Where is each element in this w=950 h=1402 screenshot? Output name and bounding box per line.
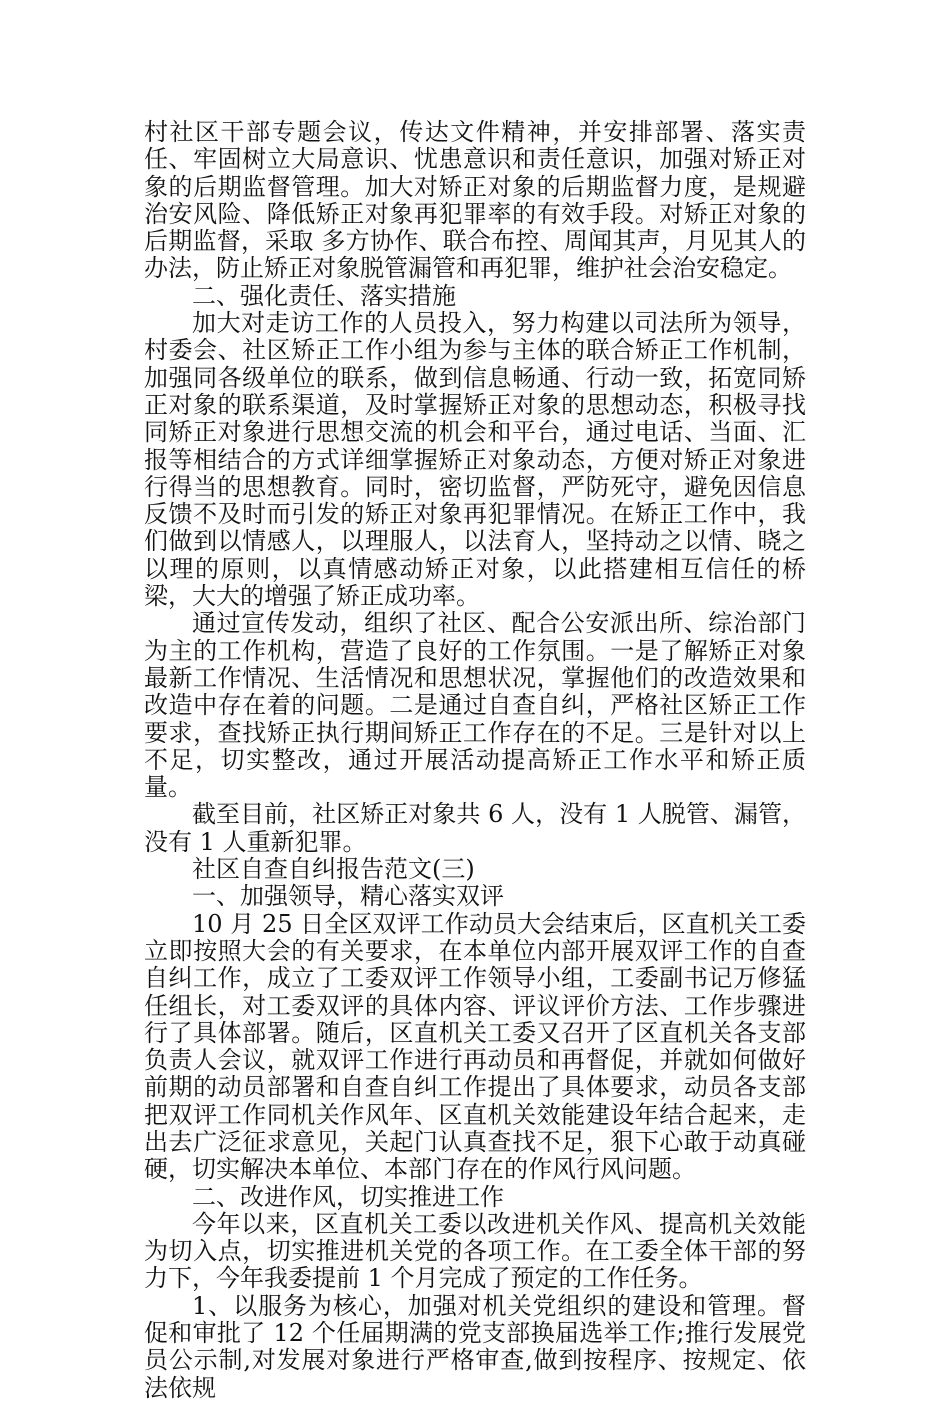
section-title-report-three: 社区自查自纠报告范文(三) <box>192 855 475 884</box>
heading-improve-style: 二、改进作风，切实推进工作 <box>192 1182 504 1211</box>
document-body <box>144 119 806 1402</box>
paragraph-5: 截至目前，社区矫正对象共 6 人，没有 1 人脱管、漏管，没有 1 人重新犯罪。 <box>144 800 806 856</box>
paragraph-11: 1、以服务为核心，加强对机关党组织的建设和管理。督促和审批了 12 个任届期满的党支部换届选举工作;推行发展党员公示制,对发展对象进行严格审查,做到按程序、按规定、依法依规 <box>144 1291 806 1402</box>
paragraph-10: 今年以来，区直机关工委以改进机关作风、提高机关效能为切入点，切实推进机关党的各项工作。在工委全体干部的努力下，今年我委提前 1 个月完成了预定的工作任务。 <box>144 1209 806 1293</box>
paragraph-3: 加大对走访工作的人员投入，努力构建以司法所为领导，村委会、社区矫正工作小组为参与主体的联合矫正工作机制，加强同各级单位的联系，做到信息畅通、行动一致，拓宽同矫正对象的联系渠道，及时掌握矫正对象的思想动态，积极寻找同矫正对象进行思想交流的机会和平台，通过电话、当面、汇报等相结合的方式详细掌握矫正对象动态，方便对矫正对象进行得当的思想教育。同时，密切监督，严防死守，避免因信息反馈不及时而引发的矫正对象再犯罪情况。在矫正工作中，我们做到以情感人，以理服人，以法育人，坚持动之以情、晓之以理的原则，以真情感动矫正对象，以此搭建相互信任的桥梁，大大的增强了矫正成功率。 <box>144 309 806 611</box>
paragraph-1: 村社区干部专题会议，传达文件精神，并安排部署、落实责任、牢固树立大局意识、忧患意识和责任意识，加强对矫正对象的后期监督管理。加大对矫正对象的后期监督力度，是规避治安风险、降低矫正对象再犯罪率的有效手段。对矫正对象的后期监督，采取 多方协作、联合布控、周闻其声，月见其人的办法，防止矫正对象脱管漏管和再犯罪，维护社会治安稳定。 <box>144 118 806 283</box>
paragraph-8: 10 月 25 日全区双评工作动员大会结束后，区直机关工委立即按照大会的有关要求，在本单位内部开展双评工作的自查自纠工作，成立了工委双评工作领导小组，工委副书记万修猛任组长，对工委双评的具体内容、评议评价方法、工作步骤进行了具体部署。随后，区直机关工委又召开了区直机关各支部负责人会议，就双评工作进行再动员和再督促，并就如何做好前期的动员部署和自查自纠工作提出了具体要求，动员各支部把双评工作同机关作风年、区直机关效能建设年结合起来，走出去广泛征求意见，关起门认真查找不足，狠下心敢于动真碰硬，切实解决本单位、本部门存在的作风行风问题。 <box>144 909 806 1184</box>
paragraph-4: 通过宣传发动，组织了社区、配合公安派出所、综治部门为主的工作机构，营造了良好的工作氛围。一是了解矫正对象最新工作情况、生活情况和思想状况，掌握他们的改造效果和改造中存在着的问题。二是通过自查自纠，严格社区矫正工作要求，查找矫正执行期间矫正工作存在的不足。三是针对以上不足，切实整改，通过开展活动提高矫正工作水平和矫正质量。 <box>144 609 806 802</box>
heading-strengthen-leadership: 一、加强领导，精心落实双评 <box>192 882 504 911</box>
heading-strengthen-responsibility: 二、强化责任、落实措施 <box>192 281 456 310</box>
